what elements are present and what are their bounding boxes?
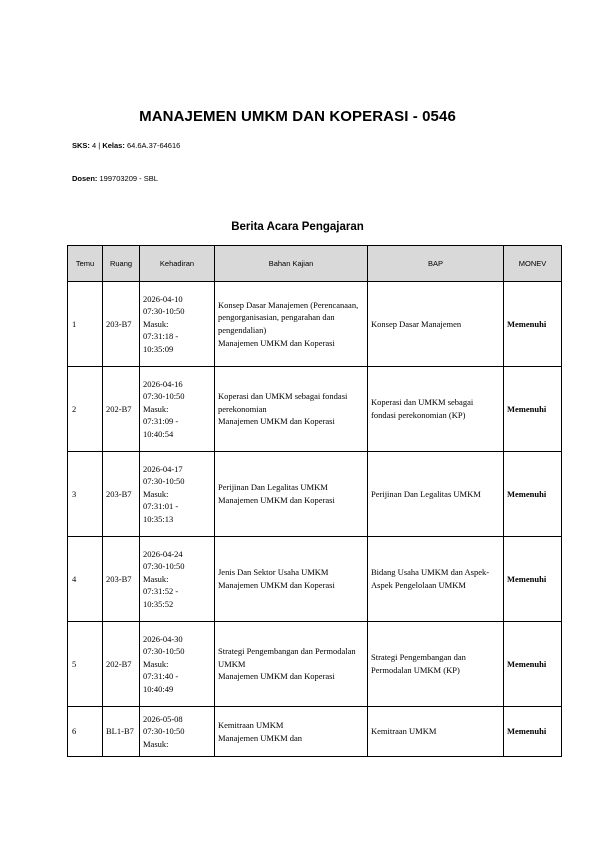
cell-bap: Konsep Dasar Manajemen: [368, 282, 504, 367]
cell-monev: Memenuhi: [504, 452, 562, 537]
col-header-temu: Temu: [68, 246, 103, 282]
cell-temu: 3: [68, 452, 103, 537]
cell-bap: Koperasi dan UMKM sebagai fondasi perekonomian (KP): [368, 367, 504, 452]
cell-bahan-kajian: Perijinan Dan Legalitas UMKM Manajemen UMKM dan Koperasi: [215, 452, 368, 537]
cell-ruang: BL1-B7: [103, 707, 140, 757]
table-row: [68, 367, 562, 452]
teaching-record-table: [67, 245, 562, 757]
cell-temu: 5: [68, 622, 103, 707]
cell-monev: Memenuhi: [504, 707, 562, 757]
cell-kehadiran: 2026-04-17 07:30-10:50 Masuk: 07:31:01 - 10:35:13: [140, 452, 215, 537]
cell-monev: Memenuhi: [504, 537, 562, 622]
table-row: [68, 452, 562, 537]
cell-ruang: 202-B7: [103, 367, 140, 452]
meta-separator: |: [98, 141, 101, 150]
cell-kehadiran: 2026-04-24 07:30-10:50 Masuk: 07:31:52 - 10:35:52: [140, 537, 215, 622]
section-title: Berita Acara Pengajaran: [231, 221, 364, 233]
table-row: [68, 707, 562, 757]
cell-ruang: 203-B7: [103, 537, 140, 622]
table-row: [68, 537, 562, 622]
lecturer-meta: [72, 174, 158, 183]
table-row: [68, 622, 562, 707]
sks-label: SKS:: [72, 141, 90, 150]
cell-bahan-kajian: Kemitraan UMKM Manajemen UMKM dan: [215, 707, 368, 757]
col-header-ruang: Ruang: [103, 246, 140, 282]
sks-value: 4: [92, 141, 97, 150]
table-row: [68, 282, 562, 367]
cell-ruang: 203-B7: [103, 452, 140, 537]
cell-temu: 6: [68, 707, 103, 757]
cell-ruang: 203-B7: [103, 282, 140, 367]
col-header-monev: MONEV: [504, 246, 562, 282]
document-title: MANAJEMEN UMKM DAN KOPERASI - 0546: [139, 108, 456, 125]
cell-temu: 2: [68, 367, 103, 452]
col-header-kehadiran: Kehadiran: [140, 246, 215, 282]
cell-bahan-kajian: Koperasi dan UMKM sebagai fondasi perekonomian Manajemen UMKM dan Koperasi: [215, 367, 368, 452]
cell-temu: 4: [68, 537, 103, 622]
cell-bap: Kemitraan UMKM: [368, 707, 504, 757]
cell-bap: Strategi Pengembangan dan Permodalan UMKM (KP): [368, 622, 504, 707]
cell-monev: Memenuhi: [504, 622, 562, 707]
table-header-row: [68, 246, 562, 282]
cell-bahan-kajian: Jenis Dan Sektor Usaha UMKM Manajemen UMKM dan Koperasi: [215, 537, 368, 622]
kelas-label: Kelas:: [102, 141, 125, 150]
cell-bahan-kajian: Strategi Pengembangan dan Permodalan UMKM Manajemen UMKM dan Koperasi: [215, 622, 368, 707]
cell-bap: Perijinan Dan Legalitas UMKM: [368, 452, 504, 537]
course-meta: [72, 141, 180, 150]
cell-kehadiran: 2026-04-10 07:30-10:50 Masuk: 07:31:18 - 10:35:09: [140, 282, 215, 367]
cell-monev: Memenuhi: [504, 367, 562, 452]
cell-kehadiran: 2026-04-30 07:30-10:50 Masuk: 07:31:40 - 10:40:49: [140, 622, 215, 707]
cell-monev: Memenuhi: [504, 282, 562, 367]
cell-temu: 1: [68, 282, 103, 367]
col-header-bap: BAP: [368, 246, 504, 282]
dosen-value: 199703209 - SBL: [99, 174, 158, 183]
kelas-value: 64.6A.37-64616: [126, 141, 181, 150]
cell-kehadiran: 2026-04-16 07:30-10:50 Masuk: 07:31:09 - 10:40:54: [140, 367, 215, 452]
cell-bahan-kajian: Konsep Dasar Manajemen (Perencanaan, pengorganisasian, pengarahan dan pengendalian) Manajemen UMKM dan Koperasi: [215, 282, 368, 367]
cell-kehadiran: 2026-05-08 07:30-10:50 Masuk:: [140, 707, 215, 757]
cell-ruang: 202-B7: [103, 622, 140, 707]
cell-bap: Bidang Usaha UMKM dan Aspek-Aspek Pengelolaan UMKM: [368, 537, 504, 622]
dosen-label: Dosen:: [72, 174, 98, 183]
col-header-bahan-kajian: Bahan Kajian: [215, 246, 368, 282]
